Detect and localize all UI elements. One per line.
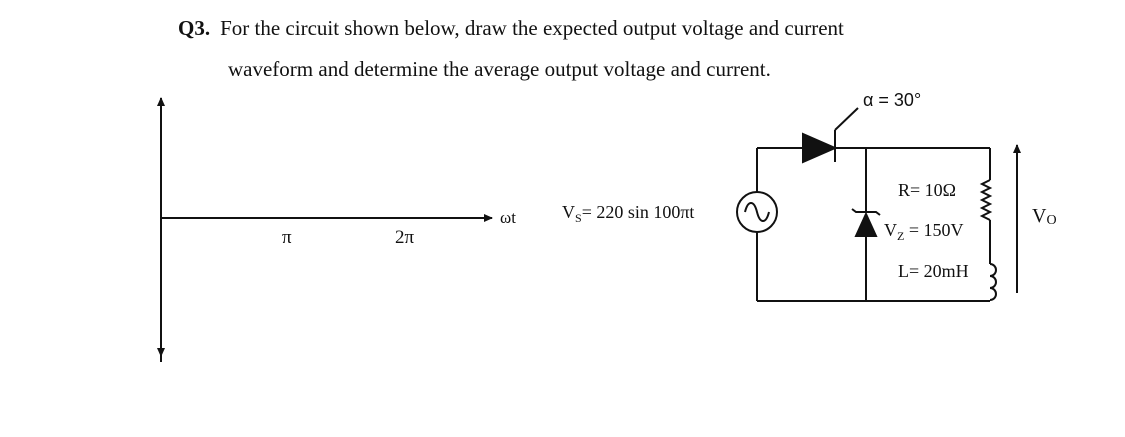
resistor-label: R= 10Ω xyxy=(898,180,957,200)
zener-diode-icon xyxy=(856,214,876,236)
ac-source-sine-icon xyxy=(745,203,769,221)
question-number: Q3. xyxy=(178,16,211,40)
scr-icon xyxy=(803,134,835,162)
output-label: VO xyxy=(1032,205,1057,228)
question-text-1: For the circuit shown below, draw the expected output voltage and current xyxy=(220,16,844,40)
resistor-icon xyxy=(982,180,990,220)
zener-label: $V_Z = 150V$ xyxy=(884,220,964,243)
firing-angle-label: α = 30° xyxy=(863,90,922,110)
source-label: $V_S= 220$ sin 100πt xyxy=(562,202,695,225)
circuit xyxy=(737,108,1017,301)
tick-label-2pi: 2π xyxy=(395,227,415,248)
inductor-label: L= 20mH xyxy=(898,261,969,281)
tick-label-pi: π xyxy=(282,227,292,248)
waveform-axes xyxy=(161,98,516,362)
scr-gate xyxy=(835,108,858,130)
x-axis-label: ωt xyxy=(500,208,516,227)
inductor-icon xyxy=(990,264,996,300)
question-text-2: waveform and determine the average output voltage and current. xyxy=(228,57,771,81)
